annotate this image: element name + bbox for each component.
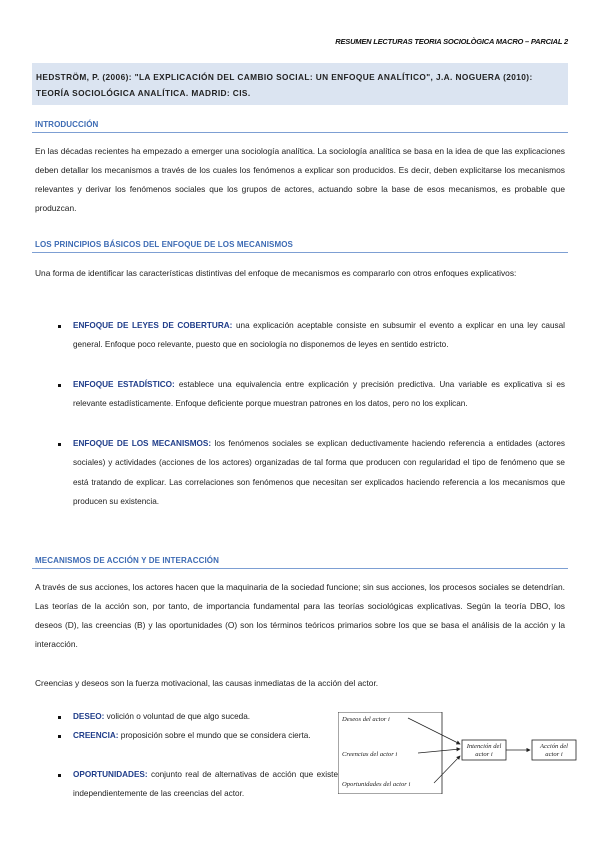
diagram-action-label-1: Acción del [539,743,569,750]
section-divider [32,132,568,133]
title-line-1: HEDSTRÖM, P. (2006): "LA EXPLICACIÓN DEL CAMBIO SOCIAL: UN ENFOQUE ANALÍTICO", J.A. NOGUERA (2010): [36,72,533,82]
section-heading-action: MECANISMOS DE ACCIÓN Y DE INTERACCIÓN [35,556,220,565]
action-text-2: Creencias y deseos son la fuerza motivacional, las causas inmediatas de la acción del actor. [35,678,379,688]
section-divider [32,568,568,569]
list-item [73,726,338,745]
intro-text: En las décadas recientes ha empezado a emerger una sociología analítica. La sociología analítica se basa en la idea de que las explicaciones deben detallar los mecanismos a través de los cuales los fenómenos a explicar son producidos. Es decir, deben explicitarse los mecanismos relevantes y derivar los fenómenos sociales que los grupos de actores, actuando sobre la base de esos mecanismos, es probable que produzcan. [35,146,565,213]
arrow-beliefs-intention [418,749,460,753]
section-heading-intro: INTRODUCCIÓN [35,120,99,129]
bullet-icon [58,735,61,738]
list-item-term: OPORTUNIDADES: [73,770,148,779]
list-item-text: una explicación aceptable consiste en subsumir el evento a explicar en una ley causal general. Enfoque poco relevante, puesto que en sociología no disponemos de leyes en sentido estricto. [73,321,565,350]
list-item [73,316,565,355]
list-item-text: establece una equivalencia entre explicación y precisión predictiva. Una variable es explicativa si es relevante estadísticamente. Enfoque deficiente porque muestran patrones en los datos, pero no los explican. [73,380,566,409]
diagram-desires-label: Deseos del actor i [342,716,390,723]
bullet-icon [58,716,61,719]
diagram-beliefs-label: Creencias del actor i [342,751,398,758]
bullet-icon [58,325,61,328]
bullet-icon [58,774,61,777]
arrow-desires-intention [408,718,460,744]
arrow-opportunities-intention [434,756,460,783]
list-item [73,434,565,512]
section-heading-principles: LOS PRINCIPIOS BÁSICOS DEL ENFOQUE DE LOS MECANISMOS [35,240,293,249]
list-item [73,707,338,726]
bullet-icon [58,443,61,446]
bullet-icon [58,384,61,387]
section-divider [32,252,568,253]
list-item [73,375,565,414]
list-item-text: conjunto real de alternativas de acción que existe independientemente de las creencias del actor. [73,770,338,798]
diagram-opportunities-label: Oportunidades del actor i [342,781,411,788]
list-item-term: ENFOQUE DE LEYES DE COBERTURA: [73,321,233,330]
document-title [36,69,564,101]
list-item-term: CREENCIA: [73,731,119,740]
principles-paragraph [35,264,565,283]
title-line-2: TEORÍA SOCIOLÓGICA ANALÍTICA. MADRID: CIS. [36,88,251,98]
principles-text: Una forma de identificar las características distintivas del enfoque de mecanismos es compararlo con otros enfoques explicativos: [35,268,517,278]
list-item-term: ENFOQUE DE LOS MECANISMOS: [73,439,212,448]
list-item-text: los fenómenos sociales se explican deductivamente haciendo referencia a entidades (actores sociales) y actividades (acciones de los actores) organizadas de tal forma que producen con regularidad el tipo de fenómeno que se está tratando de explicar. Las correlaciones son fenómenos que necesitan ser explicados haciendo referencia a los mecanismos que producen su existencia. [73,439,565,507]
list-item-text: volición o voluntad de que algo suceda. [104,712,251,721]
diagram-action-label-2: actor i [545,751,563,758]
list-item-term: DESEO: [73,712,105,721]
action-paragraph-2 [35,674,565,693]
list-item-term: ENFOQUE ESTADÍSTICO: [73,380,175,389]
dbo-diagram [338,712,578,794]
diagram-intention-label-2: actor i [475,751,493,758]
list-item [73,765,338,803]
action-paragraph [35,578,565,654]
running-header: RESUMEN LECTURAS TEORIA SOCIOLÒGICA MACRO – PARCIAL 2 [335,37,568,46]
list-item-text: proposición sobre el mundo que se considera cierta. [118,731,311,740]
diagram-intention-label-1: Intención del [466,743,502,750]
action-text: A través de sus acciones, los actores hacen que la maquinaria de la sociedad funcione; sin sus acciones, los procesos sociales se detendrían. Las teorías de la acción son, por tanto, de importancia fundamental para las teorías sociológicas explicativas. Según la teoría DBO, los deseos (D), las creencias (B) y las oportunidades (O) son los términos teóricos primarios sobre los que se basa el análisis de la acción y la interacción. [35,582,565,649]
intro-paragraph [35,142,565,218]
document-title-box [32,63,568,105]
